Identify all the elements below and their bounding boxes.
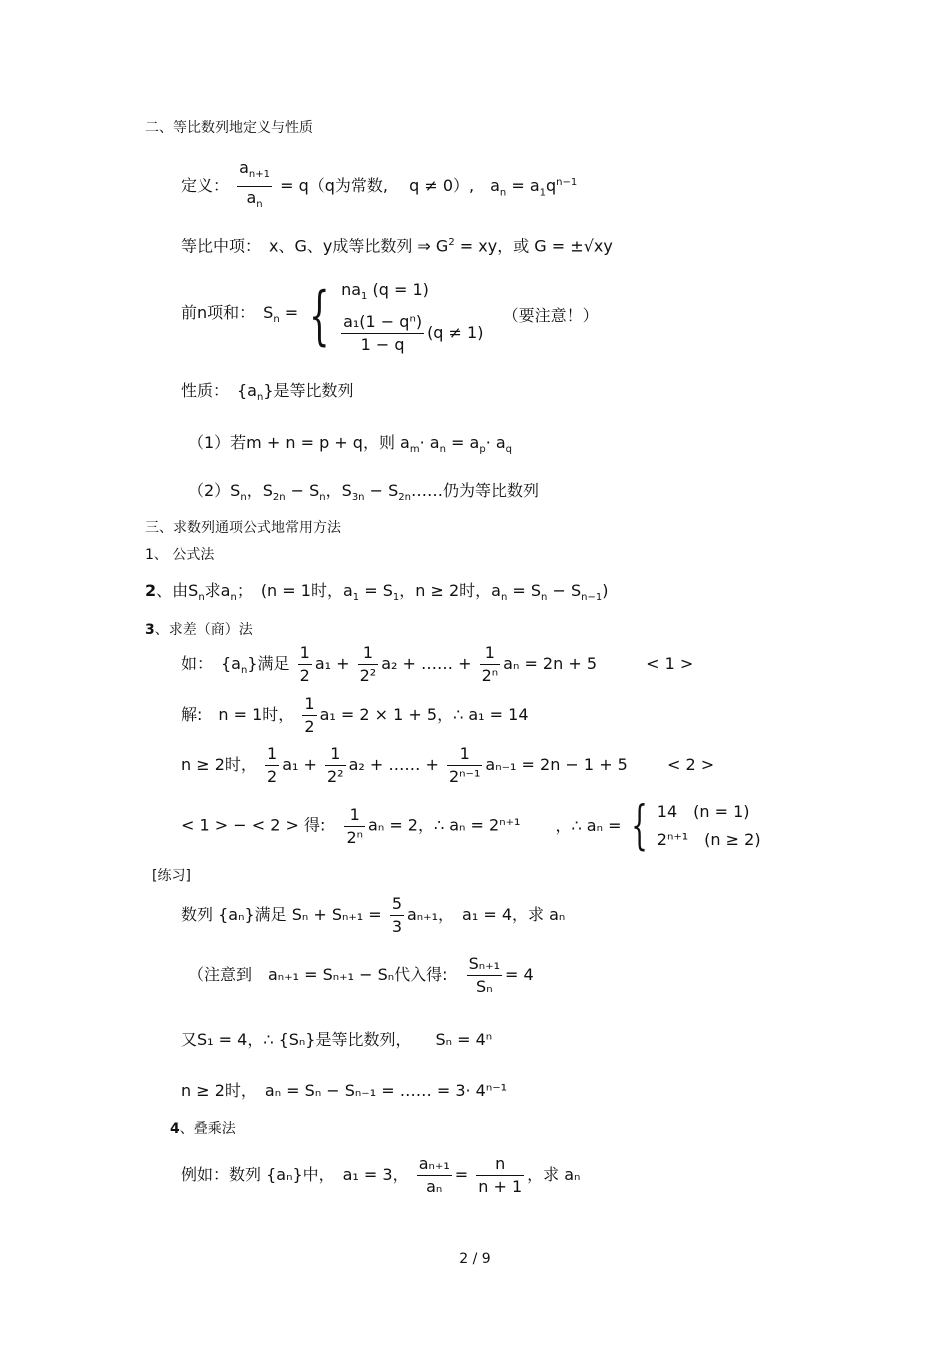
page-number: 2 / 9 [459,1251,491,1267]
sum-formula-line: 前n项和： $S_n$ = { $na_1$ (q = 1) $\frac{\text{a₁(1 − qⁿ)}}{1 - q}$ (q ≠ 1) （要注意！） [181,276,599,360]
practice-line-4: n ≥ 2时， aₙ = Sₙ − Sₙ₋₁ = …… = 3· 4ⁿ⁻¹ [181,1081,508,1100]
example-4-line: 例如：数列 {aₙ}中， a₁ = 3， $\frac{\text{aₙ₊₁}}{\text{aₙ}}$ = $\frac{n}{n + 1}$ ，求 aₙ [181,1154,581,1196]
definition-line: 定义： $\frac{a_{n+1}}{a_n}$ = q（q为常数, q ≠ 0）, $a_n = a_1q^{n-1}$ [181,157,577,216]
solution-line-3: < 1 > − < 2 > 得: $\frac{1}{\text{2ⁿ}}$ aₙ = 2，∴ aₙ = 2ⁿ⁺¹ ，∴ aₙ = { 14 (n = 1) 2ⁿ⁺¹ (n ≥ 2) [181,796,761,856]
note-text: （要注意！） [502,306,599,326]
geometric-mean-line: 等比中项： x、G、y成等比数列 ⇒ $G^2$ = xy，或 G = ±√xy [181,236,613,256]
solution-line-2: n ≥ 2时， $\frac{1}{2}$ a₁ + $\frac{1}{\text{2²}}$ a₂ + …… + $\frac{1}{\text{2ⁿ⁻¹}}$ aₙ₋₁ = 2n − 1 + 5 < 2 > [181,744,715,786]
practice-line-3: 又S₁ = 4，∴ {Sₙ}是等比数列， Sₙ = 4ⁿ [181,1030,493,1049]
practice-label: [练习] [152,868,191,884]
property-line: 性质： $\{a_n\}$是等比数列 [181,381,354,404]
ratio-fraction: $\frac{a_{n+1}}{a_n}$ [239,158,271,211]
section-3-title: 三、求数列通项公式地常用方法 [145,520,341,536]
left-brace-icon: { [309,279,330,354]
solution-line-1: 解: n = 1时， $\frac{1}{2}$ a₁ = 2 × 1 + 5，∴ a₁ = 14 [181,694,529,736]
method-1-title: 1、 公式法 [145,547,215,563]
sum-cases: $na_1$ (q = 1) $\frac{\text{a₁(1 − qⁿ)}}{1 - q}$ (q ≠ 1) [341,280,484,355]
property-1: （1）若m + n = p + q，则 $a_m\cdot a_n = a_p\cdot a_q$ [188,433,513,456]
practice-line-1: 数列 {aₙ}满足 Sₙ + Sₙ₊₁ = $\frac{5}{3}$ aₙ₊₁， a₁ = 4，求 aₙ [181,894,566,936]
practice-line-2: （注意到 aₙ₊₁ = Sₙ₊₁ − Sₙ代入得: $\frac{\text{Sₙ₊₁}}{\text{Sₙ}}$ = 4 [188,954,534,996]
property-2: $(2)S_n$，$S_{2n} - S_n$，$S_{3n}$ − $S_{2n}\dots\dots$仍为等比数列 [188,481,539,504]
section-2-title: 二、等比数列地定义与性质 [145,120,313,136]
method-2-line: 2、由$S_n$求$a_n$； (n = 1时，$a_1 = S_1$，n ≥ 2时，$a_n = S_n - S_{n-1}$) [145,581,609,604]
cases-brace-icon: { [630,796,648,856]
method-3-title: 3、求差（商）法 [145,622,253,638]
method-4-title: 4、叠乘法 [170,1121,236,1137]
example-1-line: 如： $\{a_n\}$满足 $\frac{1}{2}$ a₁ + $\frac{1}{\text{2²}}$ a₂ + …… + $\frac{1}{\text{2ⁿ}}$ aₙ = 2n + 5 < 1 > [181,643,694,685]
